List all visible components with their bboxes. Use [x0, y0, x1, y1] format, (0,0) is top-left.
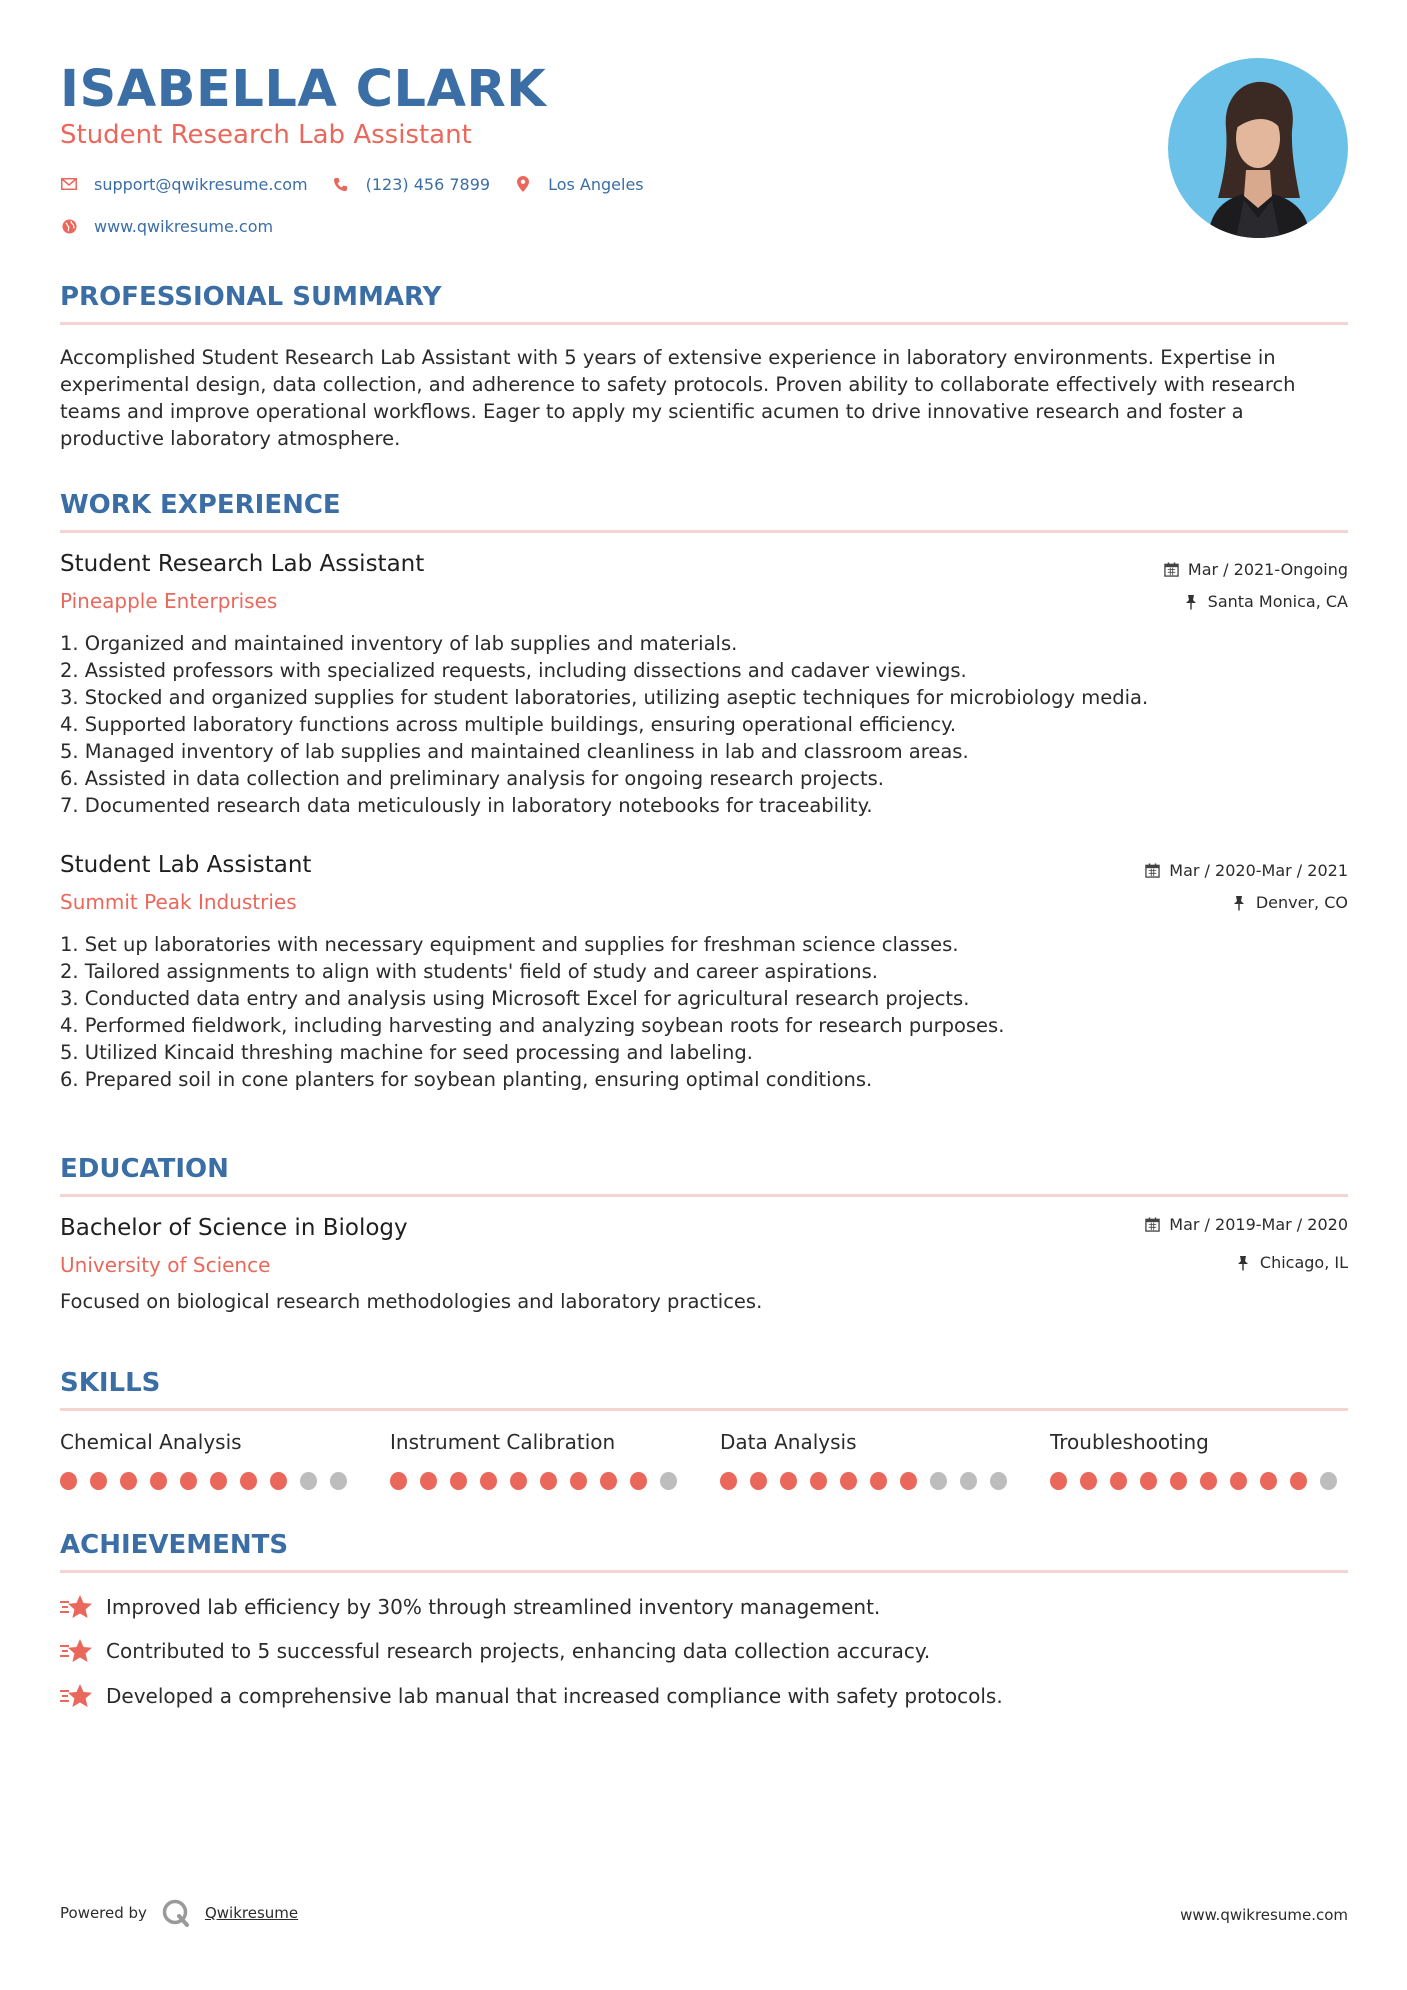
skill-dot-filled — [1260, 1472, 1277, 1490]
skill-dot-filled — [1080, 1472, 1097, 1490]
job-dates — [1164, 560, 1348, 579]
section-divider — [60, 1194, 1348, 1197]
job-location-text: Denver, CO — [1255, 893, 1348, 912]
list-item: 6. Assisted in data collection and preliminary analysis for ongoing research projects. — [60, 767, 884, 790]
job-company: Summit Peak Industries — [60, 890, 297, 914]
skill-dot-filled — [720, 1472, 737, 1490]
list-item: 5. Managed inventory of lab supplies and maintained cleanliness in lab and classroom areas. — [60, 740, 969, 763]
skill-name: Chemical Analysis — [60, 1430, 242, 1454]
skill-name: Data Analysis — [720, 1430, 857, 1454]
job-dates-text: Mar / 2020-Mar / 2021 — [1169, 861, 1348, 880]
candidate-name: ISABELLA CLARK — [60, 60, 547, 119]
skill-name: Troubleshooting — [1050, 1430, 1209, 1454]
skill-dot-filled — [1140, 1472, 1157, 1490]
skill-name: Instrument Calibration — [390, 1430, 616, 1454]
calendar-icon — [1164, 562, 1180, 578]
list-item: 6. Prepared soil in cone planters for soybean planting, ensuring optimal conditions. — [60, 1068, 873, 1091]
job-dates-text: Mar / 2021-Ongoing — [1187, 560, 1348, 579]
list-item: 7. Documented research data meticulously in laboratory notebooks for traceability. — [60, 794, 873, 817]
section-divider — [60, 1408, 1348, 1411]
list-item: 4. Supported laboratory functions across multiple buildings, ensuring operational efficiency. — [60, 713, 957, 736]
education-dates-text: Mar / 2019-Mar / 2020 — [1169, 1215, 1348, 1234]
contact-location — [514, 175, 644, 194]
location-text: Los Angeles — [548, 174, 644, 194]
section-divider — [60, 1570, 1348, 1573]
skill-rating — [1050, 1472, 1350, 1490]
job-dates — [1145, 861, 1348, 880]
job-responsibilities — [60, 630, 1348, 819]
achievement-item — [60, 1636, 930, 1666]
summary-text: Accomplished Student Research Lab Assistant with 5 years of extensive experience in laboratory environments. Expertise in experimental design, data collection, and adherence to safety protocols. Proven ability to collaborate effectively with research teams and improve operational workflows. Eager to apply my scientific acumen to drive innovative research and foster a productive laboratory atmosphere. — [60, 346, 1296, 450]
skill-dot-empty — [1320, 1472, 1337, 1490]
skill-item — [1050, 1430, 1350, 1490]
achievement-text: Contributed to 5 successful research projects, enhancing data collection accuracy. — [106, 1639, 931, 1663]
skill-dot-filled — [1200, 1472, 1217, 1490]
skill-dot-filled — [510, 1472, 527, 1490]
education-degree: Bachelor of Science in Biology — [60, 1215, 408, 1241]
skill-dot-filled — [870, 1472, 887, 1490]
skill-dot-filled — [420, 1472, 437, 1490]
list-item: 1. Organized and maintained inventory of lab supplies and materials. — [60, 632, 738, 655]
skill-item — [390, 1430, 690, 1490]
skill-item — [60, 1430, 360, 1490]
skill-dot-filled — [240, 1472, 257, 1490]
skill-dot-filled — [900, 1472, 917, 1490]
pushpin-icon — [1236, 1255, 1252, 1271]
contact-phone[interactable] — [332, 175, 490, 194]
skill-rating — [720, 1472, 1020, 1490]
list-item: 3. Stocked and organized supplies for student laboratories, utilizing aseptic techniques for microbiology media. — [60, 686, 1149, 709]
education-description: Focused on biological research methodologies and laboratory practices. — [60, 1290, 763, 1313]
list-item: 2. Tailored assignments to align with students' field of study and career aspirations. — [60, 960, 878, 983]
candidate-title: Student Research Lab Assistant — [60, 120, 472, 150]
contact-email[interactable] — [60, 175, 308, 194]
skill-dot-filled — [780, 1472, 797, 1490]
section-title-education: EDUCATION — [60, 1154, 229, 1184]
job-location — [1184, 592, 1348, 611]
website-text: www.qwikresume.com — [94, 216, 274, 236]
job-location-text: Santa Monica, CA — [1207, 592, 1348, 611]
calendar-icon — [1145, 1217, 1161, 1233]
email-text: support@qwikresume.com — [94, 174, 308, 194]
section-divider — [60, 322, 1348, 325]
powered-by-text: Powered by — [60, 1904, 147, 1922]
education-dates — [1145, 1215, 1348, 1234]
skill-dot-filled — [210, 1472, 227, 1490]
brand-link[interactable]: Qwikresume — [204, 1904, 299, 1922]
skill-dot-filled — [450, 1472, 467, 1490]
phone-icon — [332, 175, 350, 193]
skill-dot-empty — [990, 1472, 1007, 1490]
skill-dot-filled — [810, 1472, 827, 1490]
skill-dot-filled — [840, 1472, 857, 1490]
skill-dot-filled — [480, 1472, 497, 1490]
skill-dot-filled — [270, 1472, 287, 1490]
achievement-item — [60, 1681, 1003, 1711]
section-title-achievements: ACHIEVEMENTS — [60, 1530, 289, 1560]
job-title: Student Lab Assistant — [60, 852, 312, 878]
skill-dot-empty — [300, 1472, 317, 1490]
section-title-skills: SKILLS — [60, 1368, 161, 1398]
skill-dot-filled — [60, 1472, 77, 1490]
achievement-item — [60, 1592, 880, 1622]
skill-dot-filled — [1230, 1472, 1247, 1490]
pushpin-icon — [1232, 895, 1248, 911]
contact-info — [60, 172, 960, 256]
resume-page — [60, 0, 1348, 1990]
job-title: Student Research Lab Assistant — [60, 551, 425, 577]
skill-dot-filled — [540, 1472, 557, 1490]
star-icon — [60, 1592, 94, 1622]
skill-dot-filled — [1050, 1472, 1067, 1490]
education-location-text: Chicago, IL — [1259, 1253, 1348, 1272]
profile-photo — [1168, 58, 1348, 238]
map-pin-icon — [514, 175, 532, 193]
phone-text: (123) 456 7899 — [365, 174, 491, 194]
skill-dot-filled — [90, 1472, 107, 1490]
list-item: 3. Conducted data entry and analysis using Microsoft Excel for agricultural research projects. — [60, 987, 970, 1010]
achievement-text: Improved lab efficiency by 30% through streamlined inventory management. — [106, 1595, 881, 1619]
skill-item — [720, 1430, 1020, 1490]
skill-dot-empty — [960, 1472, 977, 1490]
section-title-experience: WORK EXPERIENCE — [60, 490, 341, 520]
job-company: Pineapple Enterprises — [60, 589, 278, 613]
globe-icon — [60, 217, 78, 235]
list-item: 1. Set up laboratories with necessary equipment and supplies for freshman science classes. — [60, 933, 959, 956]
skill-rating — [390, 1472, 690, 1490]
skill-dot-filled — [630, 1472, 647, 1490]
star-icon — [60, 1681, 94, 1711]
skill-dot-filled — [1110, 1472, 1127, 1490]
skill-dot-empty — [930, 1472, 947, 1490]
skill-dot-filled — [750, 1472, 767, 1490]
footer-branding — [60, 1898, 298, 1928]
footer-website[interactable]: www.qwikresume.com — [1180, 1906, 1348, 1924]
job-responsibilities — [60, 931, 1348, 1093]
achievement-text: Developed a comprehensive lab manual that increased compliance with safety protocols. — [106, 1684, 1003, 1708]
skill-dot-empty — [330, 1472, 347, 1490]
contact-website[interactable] — [60, 217, 273, 236]
skill-dot-filled — [150, 1472, 167, 1490]
list-item: 4. Performed fieldwork, including harvesting and analyzing soybean roots for research purposes. — [60, 1014, 1005, 1037]
calendar-icon — [1145, 863, 1161, 879]
job-location — [1232, 893, 1348, 912]
skill-dot-filled — [1290, 1472, 1307, 1490]
section-title-summary: PROFESSIONAL SUMMARY — [60, 282, 442, 312]
skill-dot-filled — [120, 1472, 137, 1490]
skill-dot-filled — [390, 1472, 407, 1490]
skill-dot-filled — [180, 1472, 197, 1490]
skill-dot-filled — [1170, 1472, 1187, 1490]
list-item: 2. Assisted professors with specialized requests, including dissections and cadaver viewings. — [60, 659, 967, 682]
list-item: 5. Utilized Kincaid threshing machine for seed processing and labeling. — [60, 1041, 753, 1064]
star-icon — [60, 1636, 94, 1666]
section-divider — [60, 530, 1348, 533]
skill-dot-filled — [600, 1472, 617, 1490]
envelope-icon — [60, 175, 78, 193]
skill-dot-filled — [570, 1472, 587, 1490]
education-school: University of Science — [60, 1253, 271, 1277]
pushpin-icon — [1184, 594, 1200, 610]
skill-rating — [60, 1472, 360, 1490]
qwikresume-logo-icon — [161, 1898, 191, 1928]
skill-dot-empty — [660, 1472, 677, 1490]
education-location — [1236, 1253, 1348, 1272]
